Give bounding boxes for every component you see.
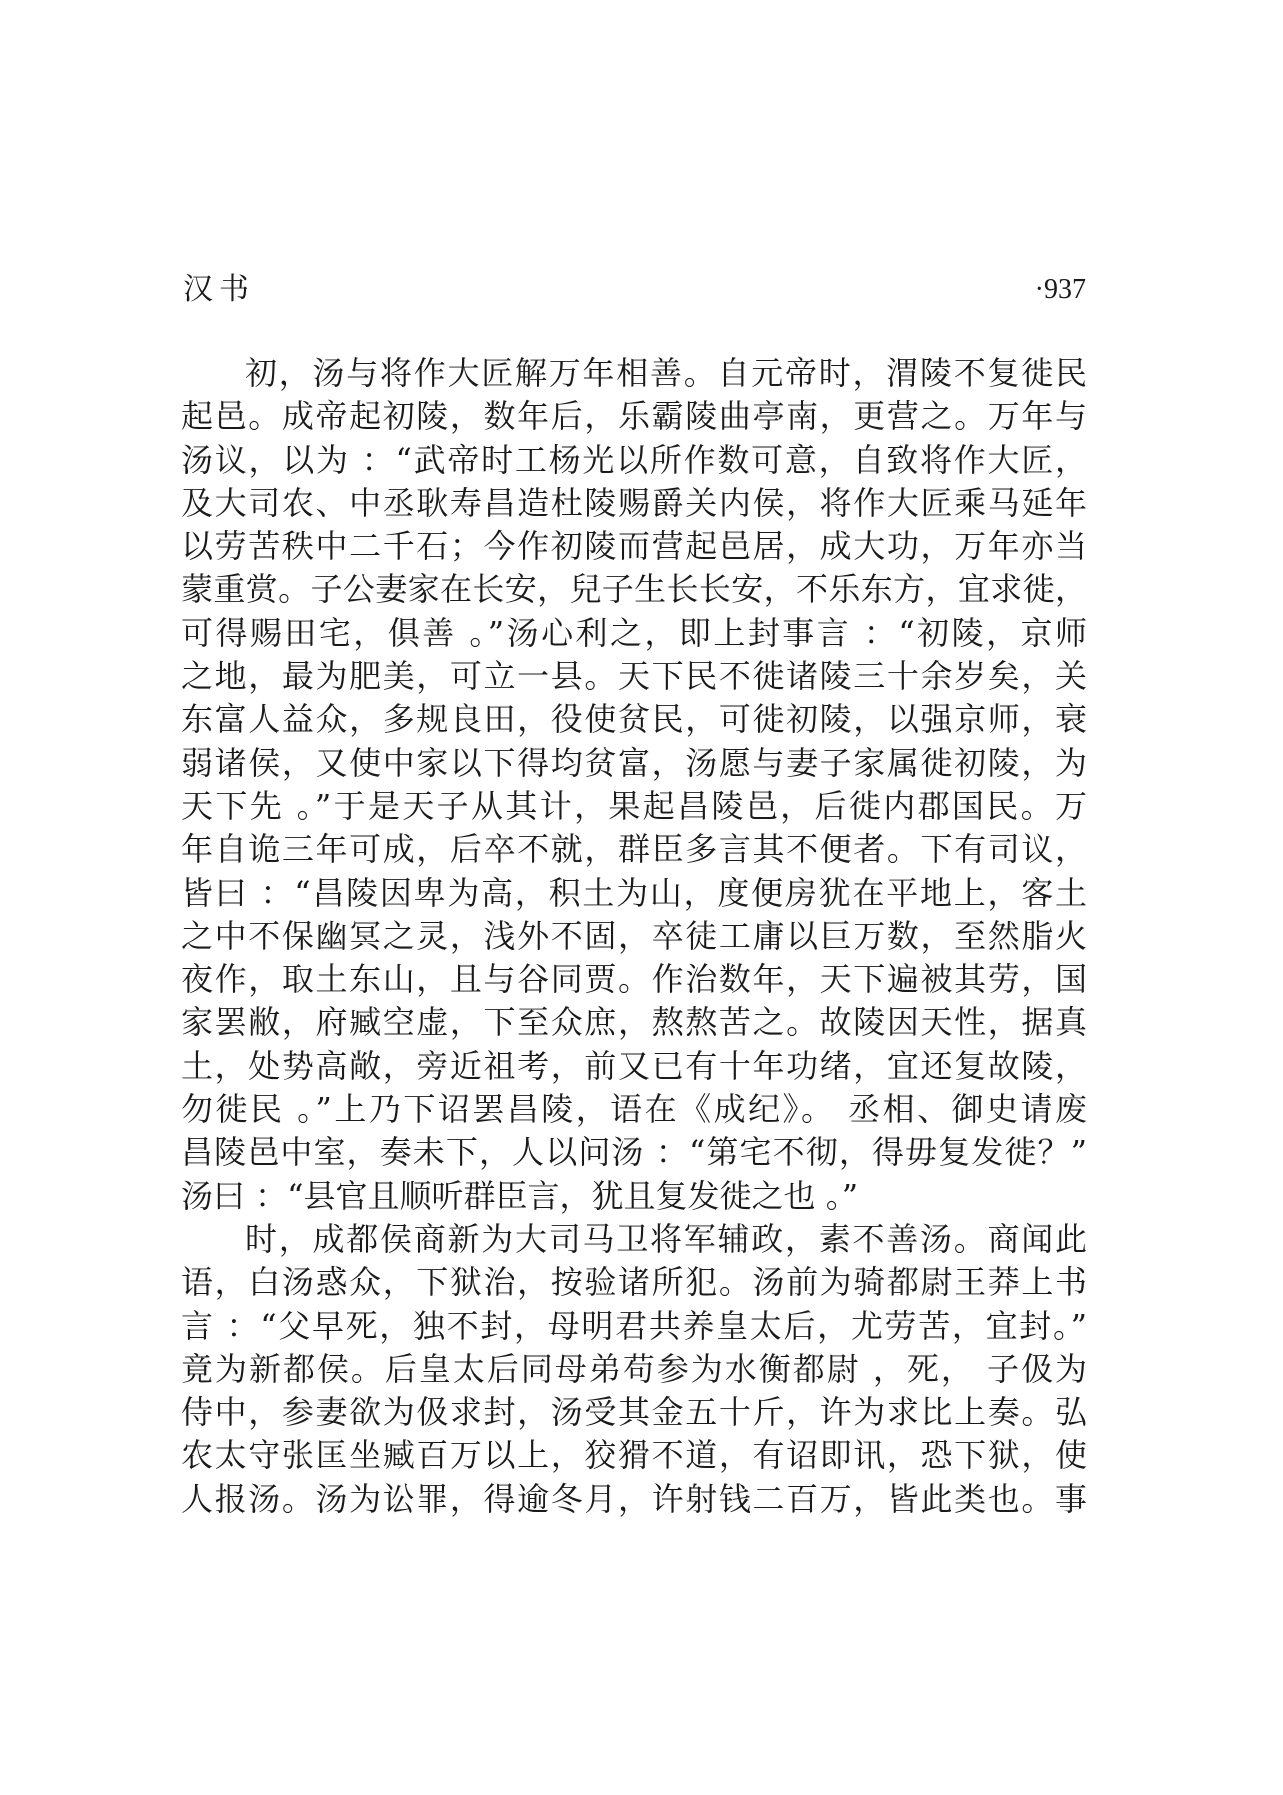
book-title: 汉书 <box>183 272 255 307</box>
text-line: 语，白汤惑众，下狱治，按验诸所犯。汤前为骑都尉王莽上书 <box>181 1263 1087 1302</box>
text-line: 时，成都侯商新为大司马卫将军辅政，素不善汤。商闻此 <box>245 1219 1087 1258</box>
text-line: 农太守张匡坐臧百万以上，狡猾不道，有诏即讯，恐下狱，使 <box>181 1436 1087 1475</box>
text-line: 土，处势高敞，旁近祖考，前又已有十年功绪，宜还复故陵， <box>181 1046 1087 1085</box>
text-line: 蒙重赏。子公妻家在长安，兒子生长长安，不乐东方，宜求徙， <box>181 570 1087 609</box>
text-line: 之地，最为肥美，可立一县。天下民不徙诸陵三十余岁矣，关 <box>181 657 1087 696</box>
text-line: 侍中，参妻欲为伋求封，汤受其金五十斤，许为求比上奏。弘 <box>181 1393 1087 1432</box>
body-text <box>181 352 1087 1521</box>
text-line: 之中不保幽冥之灵，浅外不固，卒徒工庸以巨万数，至然脂火 <box>181 916 1087 955</box>
text-line: 初，汤与将作大匠解万年相善。自元帝时，渭陵不复徙民 <box>245 354 1087 392</box>
text-line: 年自诡三年可成，后卒不就，群臣多言其不便者。下有司议， <box>181 830 1087 869</box>
text-line: 皆曰 ：“昌陵因卑为高，积土为山，度便房犹在平地上，客土 <box>181 873 1087 912</box>
text-line: 天下先 。”于是天子从其计，果起昌陵邑，后徙内郡国民。万 <box>181 786 1087 825</box>
text-line: 及大司农、中丞耿寿昌造杜陵赐爵关内侯，将作大匠乘马延年 <box>181 483 1087 522</box>
text-line: 汤议，以为 ：“武帝时工杨光以所作数可意，自致将作大匠， <box>181 440 1087 479</box>
page-number: ·937 <box>1034 274 1086 305</box>
text-line: 东富人益众，多规良田，役使贫民，可徙初陵，以强京师，衰 <box>181 700 1087 739</box>
text-line: 家罢敝，府臧空虚，下至众庶，熬熬苦之。故陵因天性，据真 <box>181 1003 1087 1042</box>
text-line: 言 ：“父早死，独不封，母明君共养皇太后，尤劳苦，宜封。” <box>181 1306 1087 1345</box>
text-line: 可得赐田宅，俱善 。”汤心利之，即上封事言 ：“初陵，京师 <box>181 613 1087 652</box>
text-line: 汤曰 ：“县官且顺听群臣言，犹且复发徙之也 。” <box>181 1176 859 1215</box>
text-line: 弱诸侯，又使中家以下得均贫富，汤愿与妻子家属徙初陵，为 <box>181 743 1087 782</box>
text-line: 昌陵邑中室，奏未下，人以问汤 ：“第宅不彻，得毋复发徙？” <box>181 1133 1087 1172</box>
text-line: 勿徙民 。”上乃下诏罢昌陵，语在《成纪》。 丞相、御史请废 <box>181 1090 1087 1129</box>
text-line: 人报汤。汤为讼罪，得逾冬月，许射钱二百万，皆此类也。事 <box>181 1479 1087 1518</box>
text-line: 以劳苦秩中二千石；今作初陵而营起邑居，成大功，万年亦当 <box>181 527 1087 566</box>
page-header <box>183 268 1086 312</box>
text-line: 夜作，取土东山，且与谷同贾。作治数年，天下遍被其劳，国 <box>181 960 1087 999</box>
text-line: 起邑。成帝起初陵，数年后，乐霸陵曲亭南，更营之。万年与 <box>181 397 1087 436</box>
text-line: 竟为新都侯。后皇太后同母弟苟参为水衡都尉 ，死， 子伋为 <box>181 1349 1087 1388</box>
